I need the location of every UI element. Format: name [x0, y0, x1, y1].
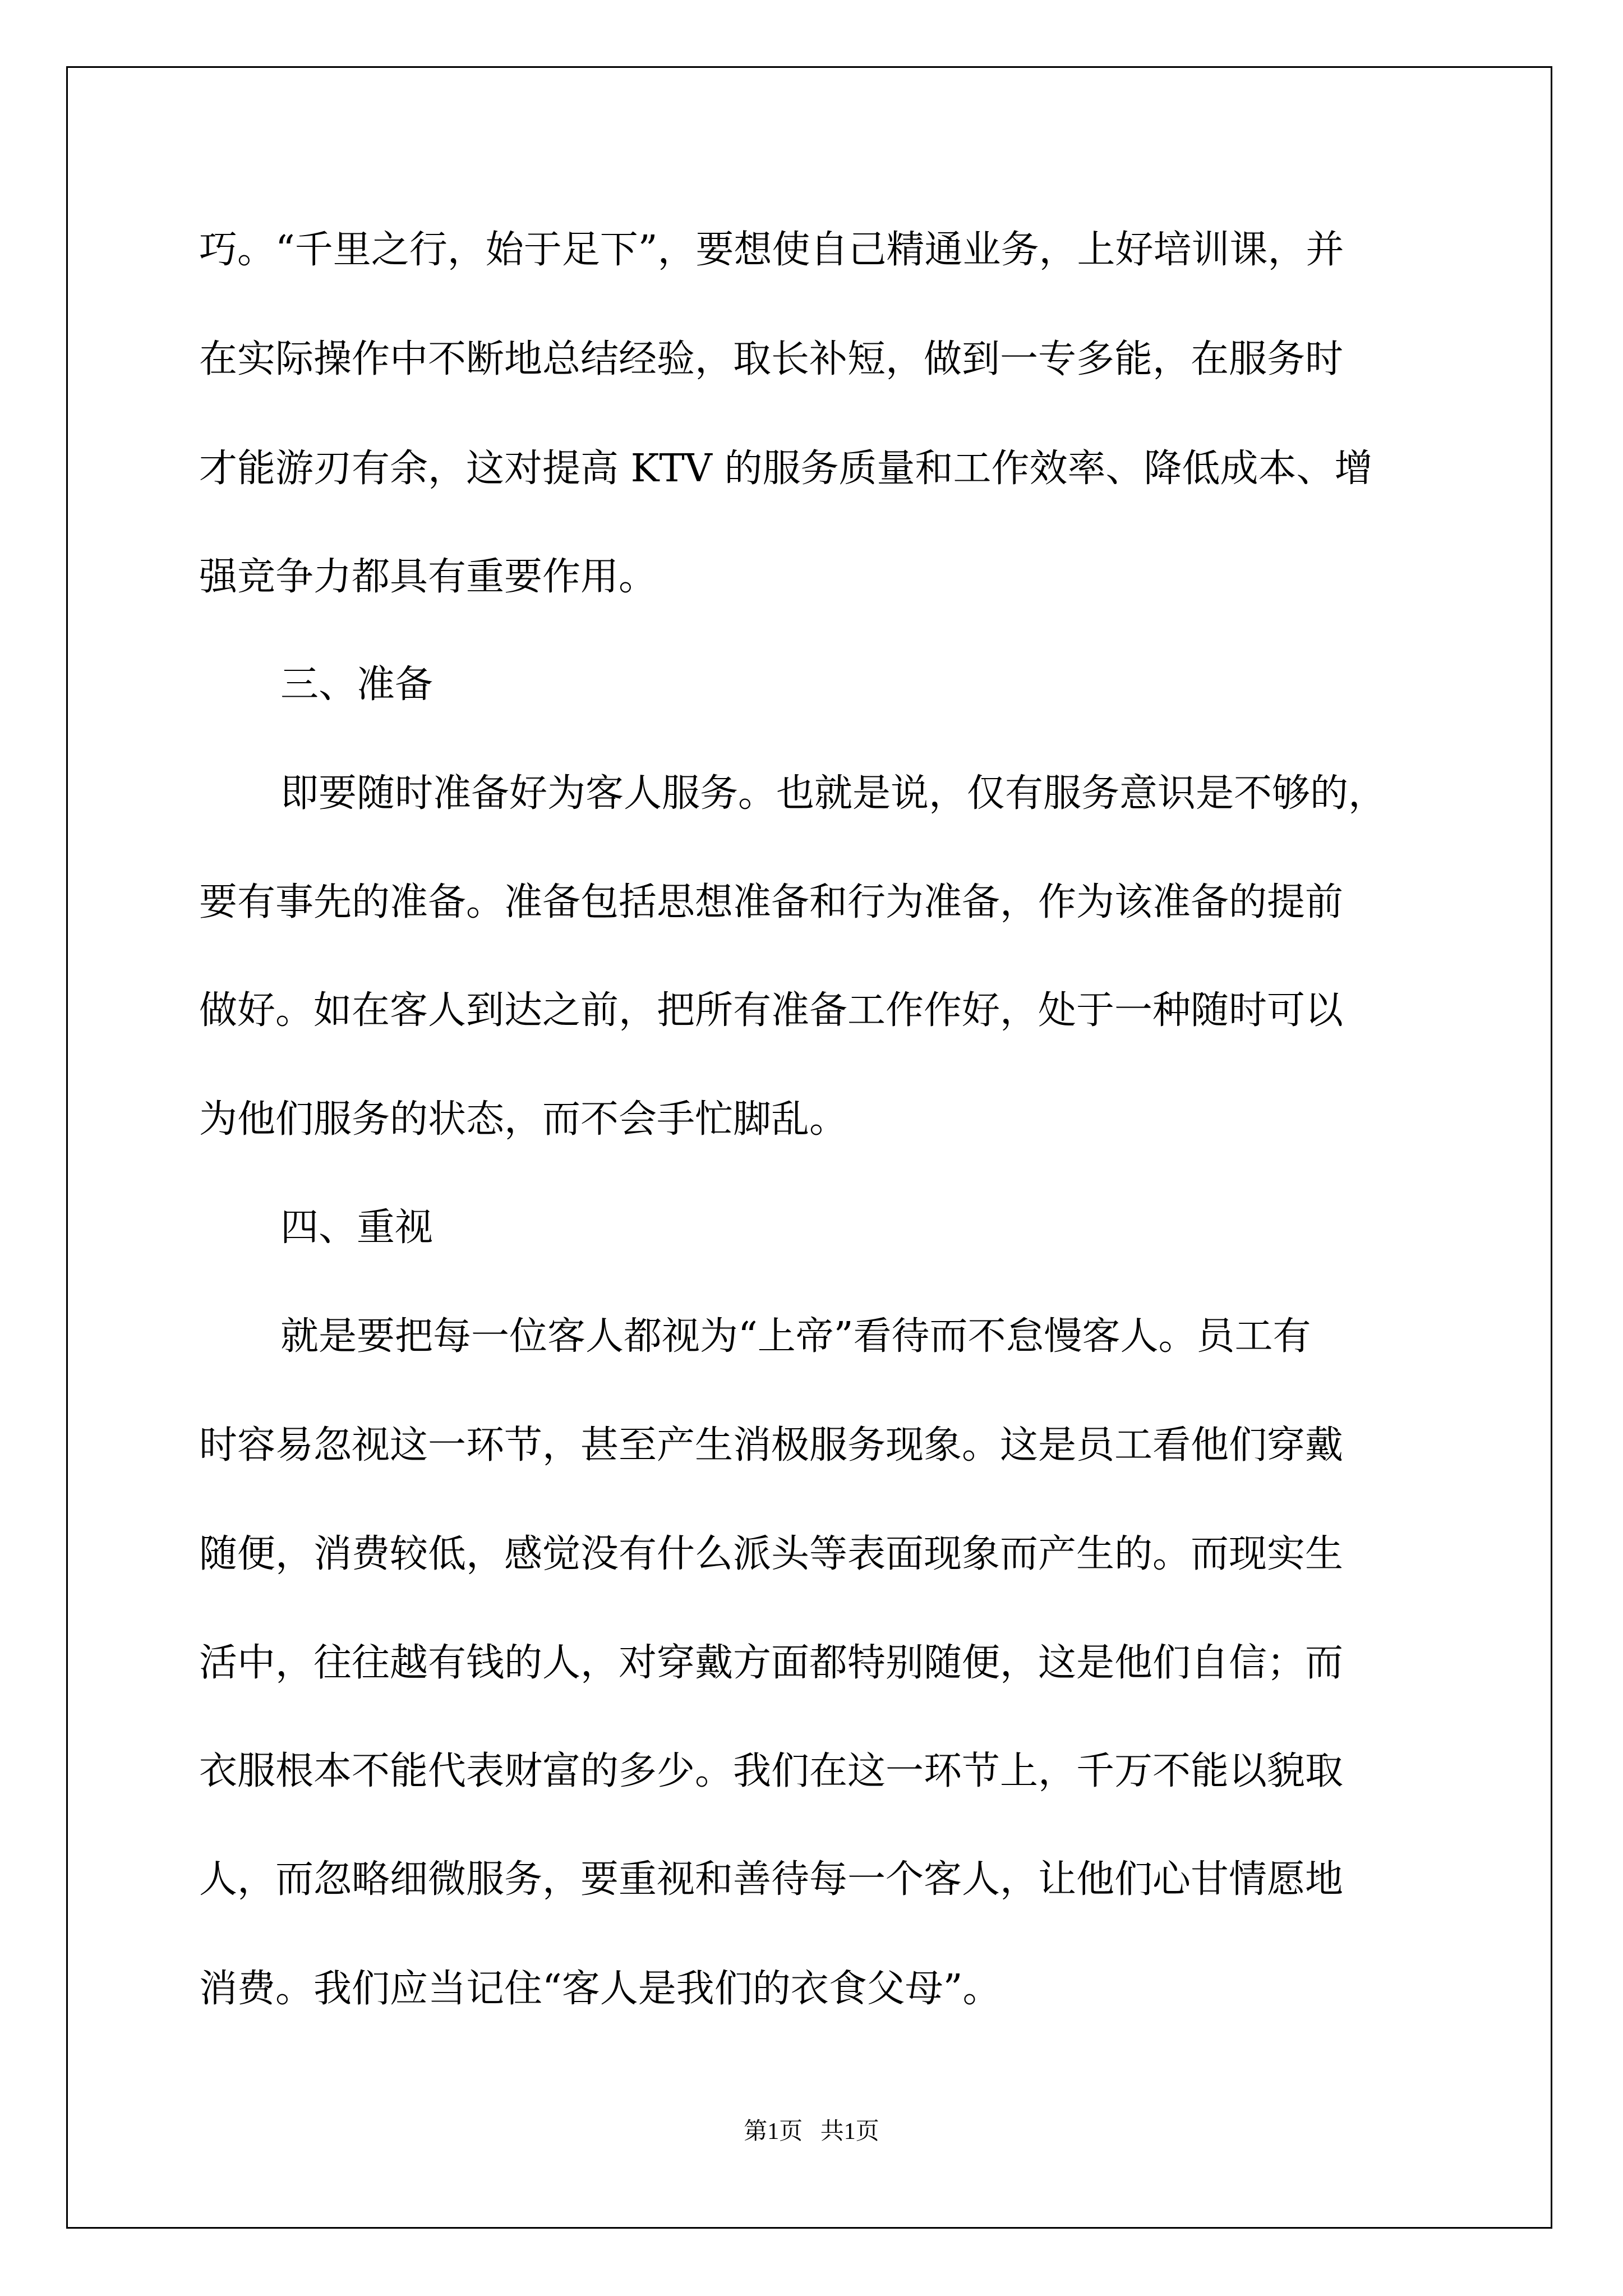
paragraph-line: 随便，消费较低，感觉没有什么派头等表面现象而产生的。而现实生 — [199, 1532, 1344, 1576]
paragraph-line: 要有事先的准备。准备包括思想准备和行为准备，作为该准备的提前 — [199, 880, 1344, 924]
page-border — [66, 66, 1552, 2229]
paragraph-line: 即要随时准备好为客人服务。也就是说，仅有服务意识是不够的， — [280, 771, 1387, 816]
paragraph-line: 巧。“千里之行，始于足下”，要想使自己精通业务，上好培训课，并 — [199, 228, 1344, 272]
paragraph-line: 时容易忽视这一环节，甚至产生消极服务现象。这是员工看他们穿戴 — [199, 1423, 1344, 1467]
section-heading: 三、准备 — [280, 662, 434, 707]
paragraph-line: 才能游刃有余，这对提高 KTV 的服务质量和工作效率、降低成本、增 — [199, 447, 1373, 491]
paragraph-line: 在实际操作中不断地总结经验，取长补短，做到一专多能，在服务时 — [199, 337, 1344, 381]
section-heading: 四、重视 — [280, 1205, 434, 1250]
paragraph-line: 活中，往往越有钱的人，对穿戴方面都特别随便，这是他们自信；而 — [199, 1641, 1344, 1685]
paragraph-line: 人，而忽略细微服务，要重视和善待每一个客人，让他们心甘情愿地 — [199, 1857, 1344, 1902]
paragraph-line: 就是要把每一位客人都视为“上帝”看待而不怠慢客人。员工有 — [280, 1314, 1311, 1359]
paragraph-line: 强竞争力都具有重要作用。 — [199, 555, 657, 599]
paragraph-line: 做好。如在客人到达之前，把所有准备工作作好，处于一种随时可以 — [199, 988, 1344, 1033]
paragraph-line: 衣服根本不能代表财富的多少。我们在这一环节上，千万不能以貌取 — [199, 1749, 1344, 1793]
page-number-footer: 第1页 共1页 — [744, 2119, 879, 2145]
paragraph-line: 消费。我们应当记住“客人是我们的衣食父母”。 — [199, 1967, 1001, 2011]
paragraph-line: 为他们服务的状态，而不会手忙脚乱。 — [199, 1097, 848, 1142]
